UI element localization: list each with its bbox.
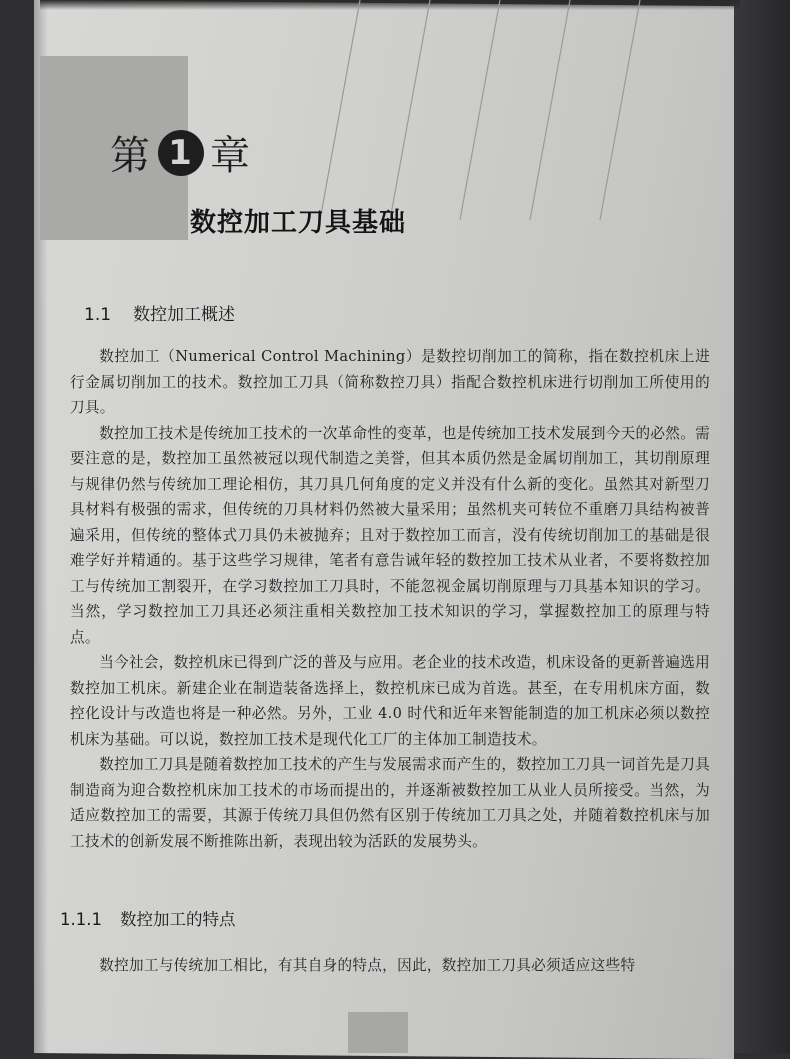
subsection-title: 数控加工的特点 xyxy=(119,910,236,929)
subsection-number: 1.1.1 xyxy=(60,910,102,929)
paragraph: 数控加工刀具是随着数控加工技术的产生与发展需求而产生的，数控加工刀具一词首先是刀具制造商为迎合数控机床加工技术的市场而提出的，并逐渐被数控加工从业人员所接受。当然，为适应数控加工的需要，其源于传统刀具但仍然有区别于传统加工刀具之处，并随着数控机床与加工技术的创新发展不断推陈出新，表现出较为活跃的发展势头。 xyxy=(70,756,710,850)
body-text xyxy=(70,344,710,854)
page-footer-tab xyxy=(348,1012,408,1053)
chapter-title: 数控加工刀具基础 xyxy=(190,208,407,238)
chapter-suffix: 章 xyxy=(210,133,252,179)
subsection-heading xyxy=(60,906,235,930)
paragraph: 数控加工（Numerical Control Machining）是数控切削加工的简称，指在数控机床上进行金属切削加工的技术。数控加工刀具（简称数控刀具）指配合数控机床进行切削加工所使用的刀具。 xyxy=(70,348,710,416)
background-surface xyxy=(730,0,790,1053)
paragraph: 当今社会，数控机床已得到广泛的普及与应用。老企业的技术改造，机床设备的更新普遍选用数控加工机床。新建企业在制造装备选择上，数控机床已成为首选。甚至，在专用机床方面，数控化设计与改造也将是一种必然。另外，工业 4.0 时代和近年来智能制造的加工机床必须以数控机床为基础。可以说，数控加工技术是现代化工厂的主体加工制造技术。 xyxy=(70,654,710,748)
chapter-label xyxy=(110,124,252,181)
paragraph-continued: 数控加工与传统加工相比，有其自身的特点，因此，数控加工刀具必须适应这些特 xyxy=(99,957,636,974)
paragraph: 数控加工技术是传统加工技术的一次革命性的变革，也是传统加工技术发展到今天的必然。需要注意的是，数控加工虽然被冠以现代制造之美誉，但其本质仍然是金属切削加工，其切削原理与规律仍然与传统加工理论相仿，其刀具几何角度的定义并没有什么新的变化。虽然其对新型刀具材料有极强的需求，但传统的刀具材料仍然被大量采用；虽然机夹可转位不重磨刀具结构被普遍采用，但传统的整体式刀具仍未被抛弃；且对于数控加工而言，没有传统切削加工的基础是很难学好并精通的。基于这些学习规律，笔者有意告诫年轻的数控加工技术从业者，不要将数控加工与传统加工割裂开，在学习数控加工刀具时，不能忽视金属切削原理与刀具基本知识的学习。当然，学习数控加工刀具还必须注重相关数控加工技术知识的学习，掌握数控加工的原理与特点。 xyxy=(70,424,710,646)
chapter-number-badge: 1 xyxy=(158,130,204,176)
section-heading xyxy=(84,300,235,325)
section-number: 1.1 xyxy=(84,305,112,325)
section-title: 数控加工概述 xyxy=(133,305,236,325)
chapter-prefix: 第 xyxy=(110,133,152,179)
